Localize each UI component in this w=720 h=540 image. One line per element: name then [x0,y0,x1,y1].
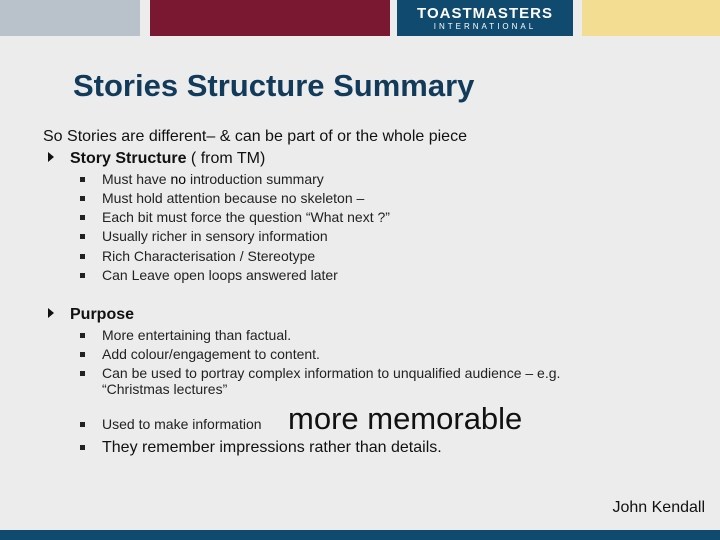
header-band-grey [0,0,140,36]
toastmasters-logo [397,0,573,36]
list-item-text: Usually richer in sensory information [102,228,328,244]
square-bullet-icon [80,196,85,201]
author-name: John Kendall [612,499,705,516]
square-bullet-icon [80,445,85,450]
logo-main-text: TOASTMASTERS [417,5,553,22]
list-item-text: Can Leave open loops answered later [102,267,338,283]
square-bullet-icon [80,422,85,427]
section-story-structure [48,150,265,168]
triangle-bullet-icon [48,308,54,318]
header-band-yellow [582,0,720,36]
square-bullet-icon [80,333,85,338]
list-item-emphasis: no [170,171,187,187]
list-item-text: Can be used to portray complex information to unqualified audience – e.g. [102,365,561,381]
section-heading: Story Structure [70,150,187,167]
list-item-text: They remember impressions rather than details. [102,439,442,456]
square-bullet-icon [80,352,85,357]
list-item-text: introduction summary [186,171,324,187]
square-bullet-icon [80,273,85,278]
list-item-text: More entertaining than factual. [102,327,292,343]
list-item-text: Add colour/engagement to content. [102,346,320,362]
list-item-text: Each bit must force the question “What next ?” [102,209,390,225]
square-bullet-icon [80,234,85,239]
list-item-continuation: “Christmas lectures” [102,381,228,397]
square-bullet-icon [80,371,85,376]
list-item-text: Must hold attention because no skeleton – [102,190,365,206]
list-item-text: Must have [102,171,171,187]
section-heading-suffix: ( from TM) [186,150,266,167]
list-item-big-text: more memorable [288,401,523,436]
list-item-text: Rich Characterisation / Stereotype [102,248,316,264]
square-bullet-icon [80,215,85,220]
header-band-maroon [150,0,390,36]
section-purpose [48,306,134,324]
logo-sub-text: INTERNATIONAL [433,22,537,31]
list-item-text: Used to make information [102,416,262,432]
square-bullet-icon [80,254,85,259]
square-bullet-icon [80,177,85,182]
footer-bar [0,530,720,540]
intro-line: So Stories are different– & can be part of or the whole piece [43,128,467,145]
section-heading: Purpose [70,306,135,323]
slide-title: Stories Structure Summary [73,68,475,103]
triangle-bullet-icon [48,152,54,162]
